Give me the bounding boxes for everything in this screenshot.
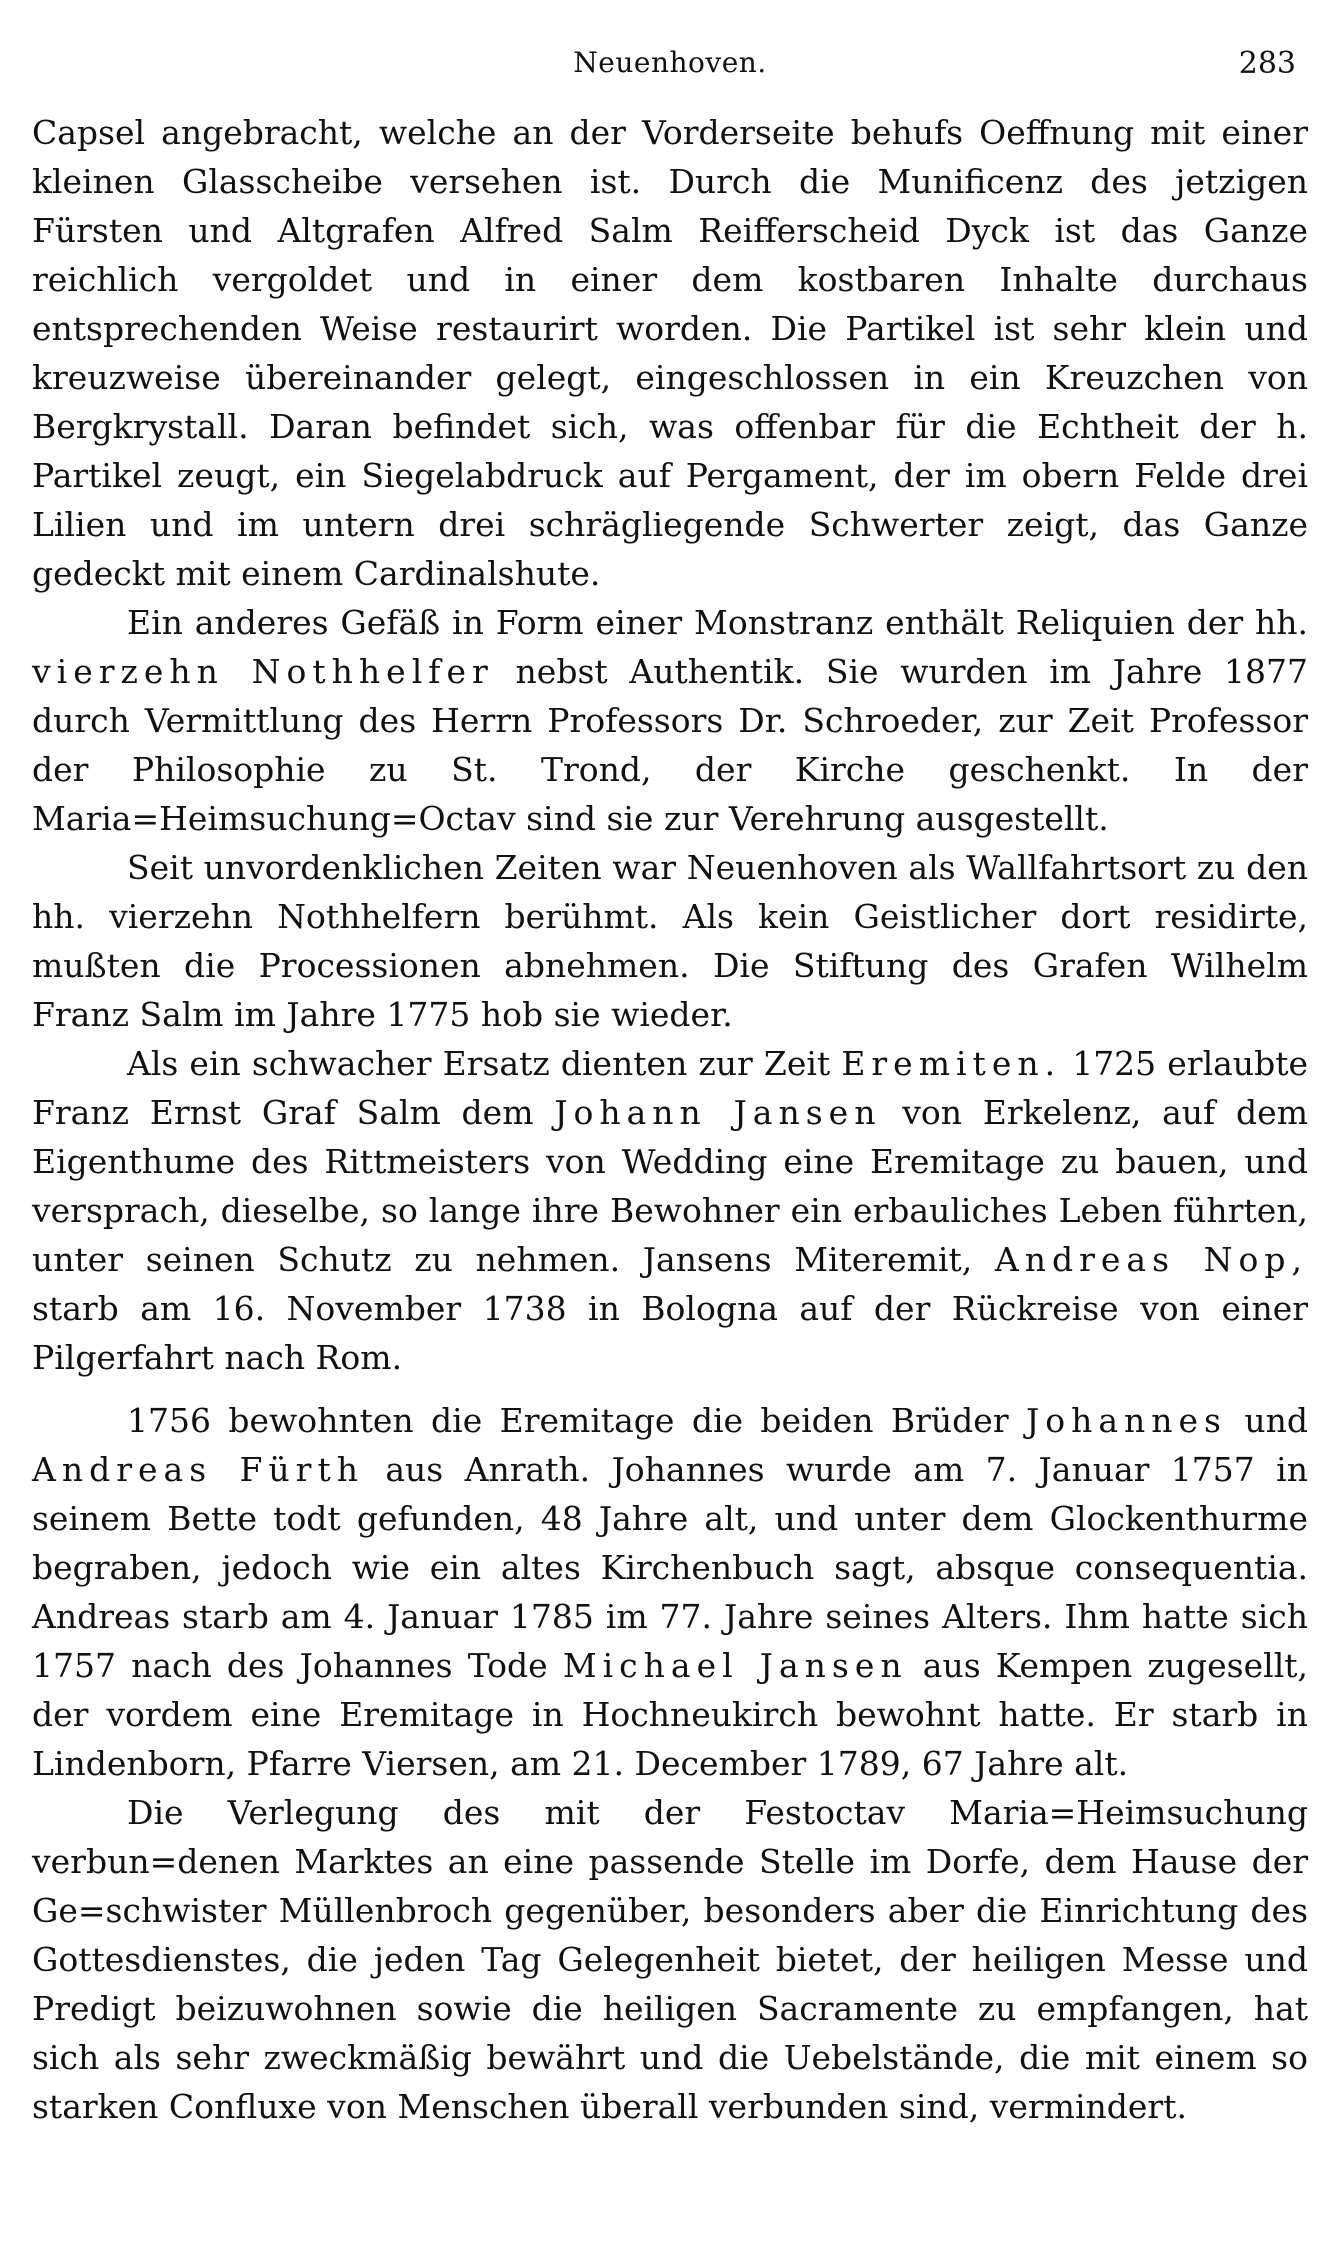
spaced-name-text: Michael Jansen [562,1646,908,1685]
text-segment: Capsel angebracht, welche an der Vorderseite behufs Oeffnung mit einer kleinen Glasscheibe versehen ist. Durch die Munificenz des jetzigen Fürsten und Altgrafen Alfred Salm Reifferscheid Dyck ist das Ganze reichlich vergoldet und in einer dem kostbaren Inhalte durchaus entsprechenden Weise restaurirt worden. Die Partikel ist sehr klein und kreuzweise übereinander gelegt, eingeschlossen in ein Kreuzchen von Bergkrystall. Daran befindet sich, was offenbar für die Echtheit der h. Partikel zeugt, ein Siegelabdruck auf Pergament, der im obern Felde drei Lilien und im untern drei schrägliegende Schwerter zeigt, das Ganze gedeckt mit einem Cardinalshute. [32,113,1308,593]
spaced-name-text: Johann Jansen [554,1093,882,1132]
text-segment: von Erkelenz, auf dem Eigenthume des Rittmeisters von Wedding eine Eremitage zu bauen, und versprach, dieselbe, so lange ihre Bewohner ein erbauliches Leben führten, unter seinen Schutz zu nehmen. Jansens Miteremit, [32,1093,1308,1279]
page-header [32,38,1308,82]
running-head: Neuenhoven. [573,46,767,79]
text-segment: aus Kempen zugesellt, der vordem eine Eremitage in Hochneukirch bewohnt hatte. Er starb in Lindenborn, Pfarre Viersen, am 21. December 1789, 67 Jahre alt. [32,1646,1308,1783]
paragraph [32,843,1308,1039]
spaced-name-text: vierzehn Nothhelfer [32,652,494,691]
text-segment: Ein anderes Gefäß in Form einer Monstranz enthält Reliquien der hh. [127,603,1308,642]
text-segment: Als ein schwacher Ersatz dienten zur Zeit [127,1044,842,1083]
page-number: 283 [1238,46,1296,81]
paragraph [32,1396,1308,1788]
paragraph [32,1039,1308,1382]
paragraph [32,598,1308,843]
text-segment: Die Verlegung des mit der Festoctav Maria=Heimsuchung verbun=denen Marktes an eine passende Stelle im Dorfe, dem Hause der Ge=schwister Müllenbroch gegenüber, besonders aber die Einrichtung des Gottesdienstes, die jeden Tag Gelegenheit bietet, der heiligen Messe und Predigt beizuwohnen sowie die heiligen Sacramente zu empfangen, hat sich als sehr zweckmäßig bewährt und die Uebelstände, die mit einem so starken Confluxe von Menschen überall verbunden sind, vermindert. [32,1793,1308,2126]
text-segment: starb am 16. November 1738 in Bologna auf der Rückreise von einer Pilgerfahrt nach Rom. [32,1289,1308,1377]
body-text [32,108,1308,2131]
text-segment: Seit unvordenklichen Zeiten war Neuenhoven als Wallfahrtsort zu den hh. vierzehn Nothhelfern berühmt. Als kein Geistlicher dort residirte, mußten die Processionen abnehmen. Die Stiftung des Grafen Wilhelm Franz Salm im Jahre 1775 hob sie wieder. [32,848,1308,1034]
paragraph [32,1788,1308,2131]
spaced-name-text: Andreas Fürth [32,1450,364,1489]
text-segment: und [1226,1401,1308,1440]
text-segment: nebst Authentik. Sie wurden im Jahre 1877 durch Vermittlung des Herrn Professors Dr. Schroeder, zur Zeit Professor der Philosophie zu St. Trond, der Kirche geschenkt. In der Maria=Heimsuchung=Octav sind sie zur Verehrung ausgestellt. [32,652,1308,838]
text-segment: 1725 erlaubte Franz Ernst Graf Salm dem [32,1044,1308,1132]
spaced-name-text: Eremiten. [841,1044,1062,1083]
paragraph [32,108,1308,598]
text-segment: 1756 bewohnten die Eremitage die beiden Brüder [127,1401,1026,1440]
text-segment: aus Anrath. Johannes wurde am 7. Januar 1757 in seinem Bette todt gefunden, 48 Jahre alt, und unter dem Glockenthurme begraben, jedoch wie ein altes Kirchenbuch sagt, absque consequentia. Andreas starb am 4. Januar 1785 im 77. Jahre seines Alters. Ihm hatte sich 1757 nach des Johannes Tode [32,1450,1308,1685]
spaced-name-text: Andreas Nop, [994,1240,1308,1279]
spaced-name-text: Johannes [1025,1401,1227,1440]
